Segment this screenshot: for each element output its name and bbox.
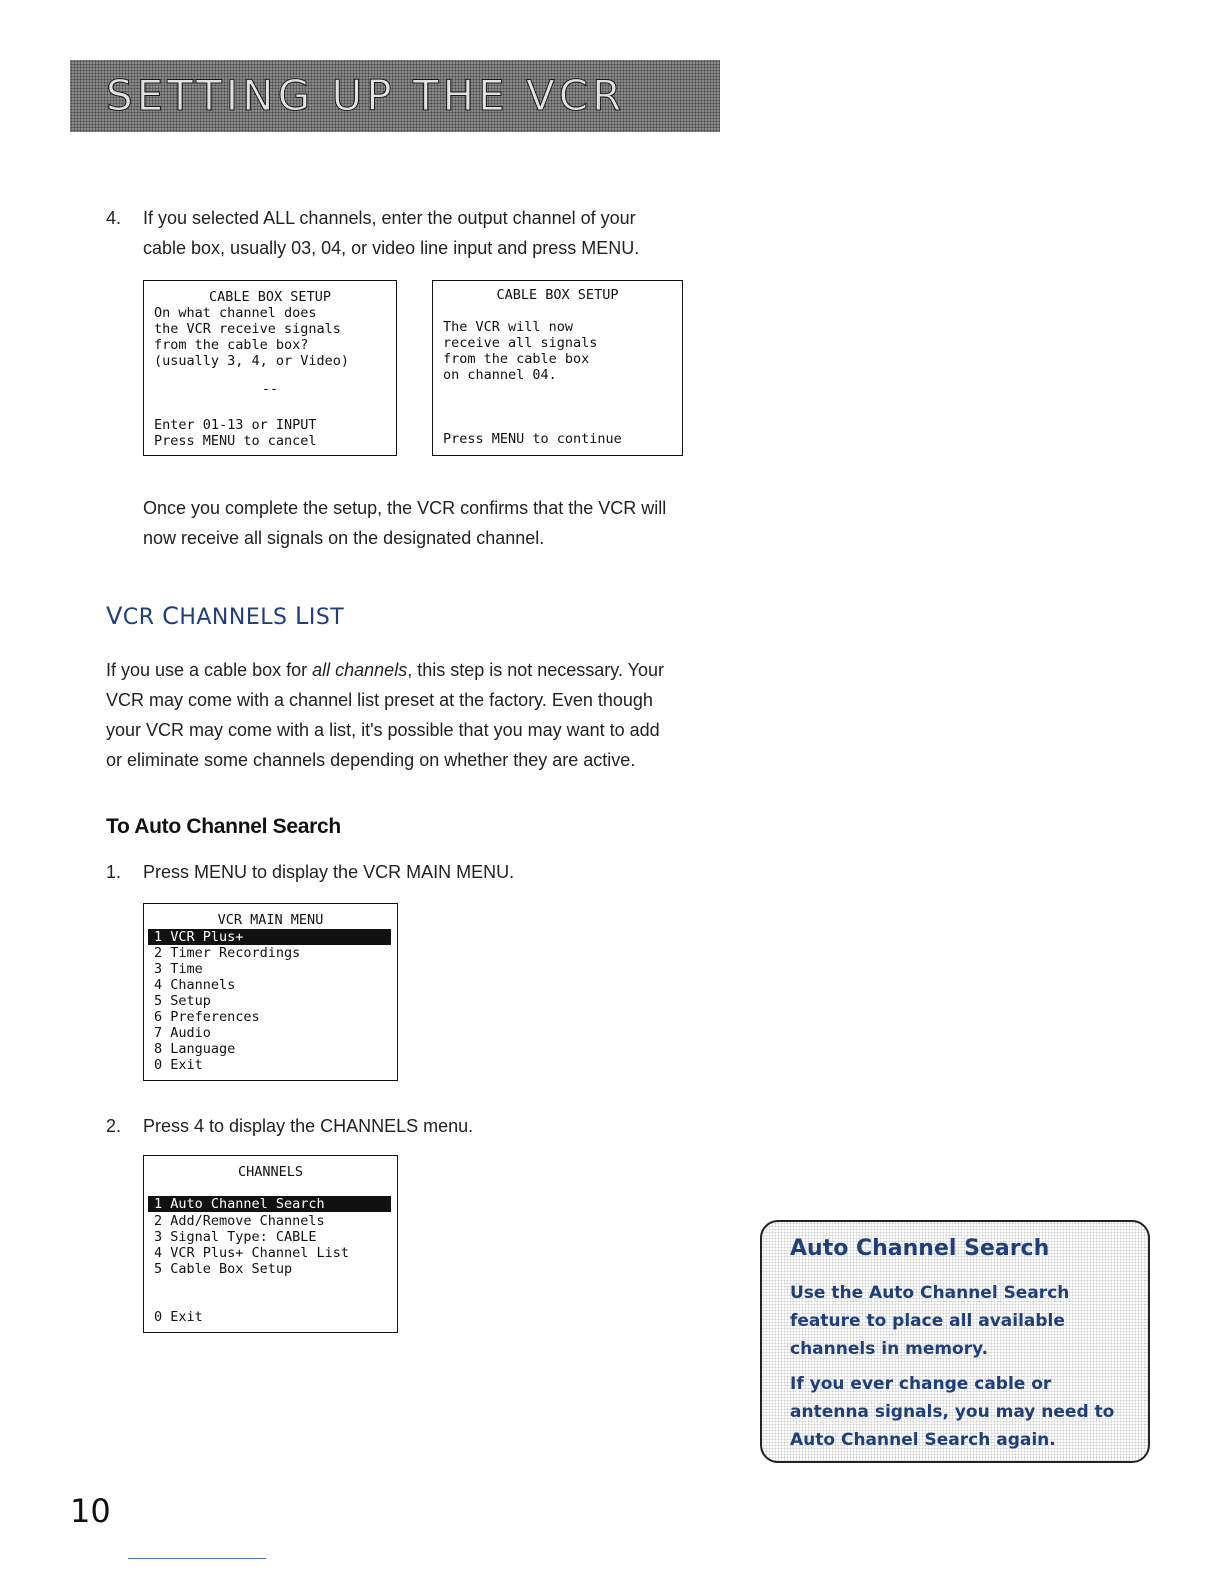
- confirm-line-2: now receive all signals on the designated channel.: [143, 528, 545, 548]
- screen-line: on channel 04.: [443, 367, 557, 383]
- menu-item: 0 Exit: [154, 1057, 203, 1073]
- sidebar-paragraph-1: Use the Auto Channel Search feature to place all available channels in memory.: [790, 1283, 1070, 1359]
- page-number: 10: [70, 1492, 111, 1530]
- screen-line: the VCR receive signals: [154, 321, 341, 337]
- menu-item: 5 Setup: [154, 993, 211, 1009]
- menu-item: 4 Channels: [154, 977, 236, 993]
- confirm-line-1: Once you complete the setup, the VCR confirms that the VCR will: [143, 498, 667, 518]
- screen-line: from the cable box: [443, 351, 590, 367]
- screen-footer: Press MENU to cancel: [154, 433, 317, 449]
- menu-item: 3 Signal Type: CABLE: [154, 1229, 317, 1245]
- cable-box-setup-prompt-screen: [143, 280, 397, 456]
- vcr-main-menu-screen: [143, 903, 398, 1081]
- screen-line: The VCR will now: [443, 319, 574, 335]
- menu-item-selected: 1 Auto Channel Search: [148, 1196, 391, 1212]
- menu-item: 3 Time: [154, 961, 203, 977]
- page-banner: [70, 60, 720, 132]
- sidebar-title: Auto Channel Search: [790, 1236, 1050, 1261]
- step-1-text: Press MENU to display the VCR MAIN MENU.: [143, 862, 515, 882]
- menu-item: 6 Preferences: [154, 1009, 260, 1025]
- footer-rule: [128, 1558, 266, 1559]
- sub-heading: To Auto Channel Search: [106, 815, 341, 838]
- screen-footer: Press MENU to continue: [443, 431, 622, 447]
- heading-cap: L: [294, 602, 309, 630]
- step-4-number: 4.: [106, 208, 122, 228]
- menu-item: 5 Cable Box Setup: [154, 1261, 293, 1277]
- text-run: , this step is not necessary. Your: [407, 660, 664, 680]
- screen-title: CABLE BOX SETUP: [209, 289, 331, 305]
- screen-line: (usually 3, 4, or Video): [154, 353, 350, 369]
- section-paragraph-line-4: or eliminate some channels depending on whether they are active.: [106, 750, 636, 770]
- screen-footer: Enter 01-13 or INPUT: [154, 417, 317, 433]
- menu-item-selected: 1 VCR Plus+: [148, 929, 391, 945]
- section-paragraph-line-2: VCR may come with a channel list preset at the factory. Even though: [106, 690, 653, 710]
- menu-item: 8 Language: [154, 1041, 236, 1057]
- step-1-number: 1.: [106, 862, 122, 882]
- text-run: If you use a cable box for: [106, 660, 313, 680]
- section-paragraph-line-1: [106, 655, 664, 685]
- cable-box-setup-confirm-screen: [432, 280, 683, 456]
- step-4-line-2: cable box, usually 03, 04, or video line input and press MENU.: [143, 238, 640, 258]
- screen-title: VCR MAIN MENU: [217, 912, 324, 928]
- screen-line: from the cable box?: [154, 337, 309, 353]
- screen-title: CABLE BOX SETUP: [496, 287, 619, 303]
- heading-cap: V: [106, 602, 123, 630]
- screen-line: receive all signals: [443, 335, 598, 351]
- sidebar-paragraph-2: If you ever change cable or antenna signals, you may need to Auto Channel Search again.: [790, 1374, 1115, 1450]
- menu-item: 7 Audio: [154, 1025, 211, 1041]
- italic-text: all channels: [312, 660, 408, 680]
- step-2-text: Press 4 to display the CHANNELS menu.: [143, 1116, 474, 1136]
- channels-menu-screen: [143, 1155, 398, 1333]
- section-paragraph-line-3: your VCR may come with a list, it's possible that you may want to add: [106, 720, 660, 740]
- channel-entry-field: --: [261, 381, 279, 397]
- section-heading: [106, 602, 344, 630]
- banner-title: SETTING UP THE VCR: [106, 71, 626, 120]
- heading-cap: C: [162, 602, 180, 630]
- heading-small: CR: [122, 605, 163, 630]
- heading-small: IST: [308, 605, 345, 630]
- step-2-number: 2.: [106, 1116, 122, 1136]
- menu-item: 4 VCR Plus+ Channel List: [154, 1245, 350, 1261]
- heading-small: HANNELS: [179, 605, 295, 630]
- screen-line: On what channel does: [154, 305, 317, 321]
- menu-item: 2 Add/Remove Channels: [154, 1213, 325, 1229]
- step-4-line-1: If you selected ALL channels, enter the output channel of your: [143, 208, 636, 228]
- sidebar-tip-box: [760, 1220, 1150, 1463]
- screen-title: CHANNELS: [237, 1164, 304, 1180]
- menu-item: 0 Exit: [154, 1309, 203, 1325]
- menu-item: 2 Timer Recordings: [154, 945, 301, 961]
